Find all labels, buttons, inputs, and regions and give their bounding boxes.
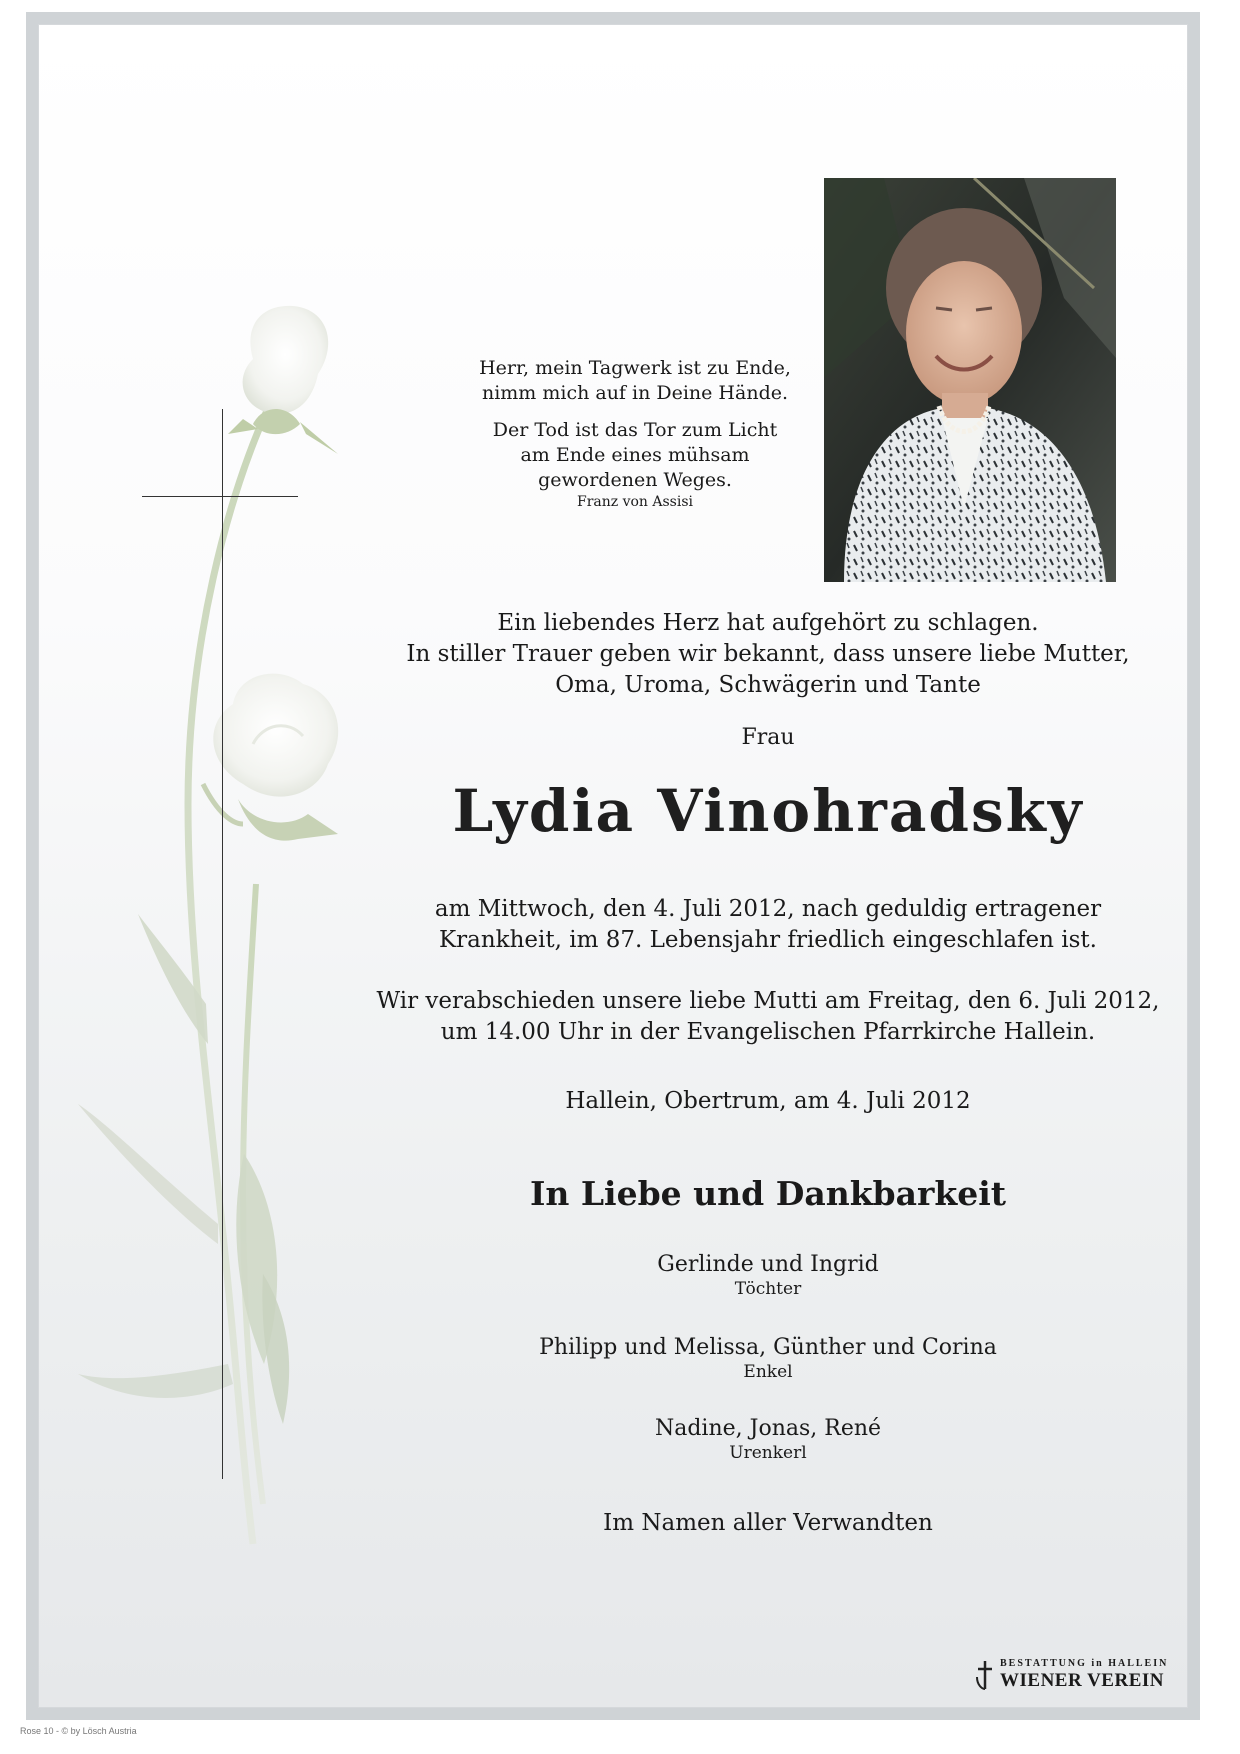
announcement-intro bbox=[338, 608, 1188, 701]
family-names: Gerlinde und Ingrid bbox=[657, 1252, 879, 1277]
family-relation: Urenkerl bbox=[729, 1443, 807, 1463]
obituary-sheet bbox=[38, 24, 1188, 1708]
quote-line: Der Tod ist das Tor zum Licht bbox=[492, 419, 778, 441]
quote-line: gewordenen Weges. bbox=[538, 469, 732, 491]
intro-line: In stiller Trauer geben wir bekannt, dass unsere liebe Mutter, bbox=[406, 641, 1130, 667]
logo-line: BESTATTUNG in HALLEIN bbox=[1000, 1658, 1169, 1669]
family-relation: Enkel bbox=[743, 1362, 793, 1382]
salutation: Frau bbox=[741, 725, 795, 750]
death-line: Krankheit, im 87. Lebensjahr friedlich eingeschlafen ist. bbox=[438, 927, 1097, 953]
cross-horizontal-line bbox=[142, 496, 298, 497]
death-details bbox=[338, 894, 1188, 956]
final-line: Im Namen aller Verwandten bbox=[603, 1510, 933, 1536]
death-line: am Mittwoch, den 4. Juli 2012, nach geduldig ertragener bbox=[434, 896, 1102, 922]
cross-logo-icon bbox=[974, 1659, 996, 1691]
family-relation: Töchter bbox=[734, 1279, 802, 1299]
obituary-card bbox=[26, 12, 1200, 1720]
family-names: Philipp und Melissa, Günther und Corina bbox=[539, 1335, 997, 1360]
portrait-image bbox=[824, 178, 1116, 582]
family-names: Nadine, Jonas, René bbox=[654, 1416, 882, 1441]
verse-quote bbox=[458, 356, 812, 511]
quote-line: Herr, mein Tagwerk ist zu Ende, bbox=[479, 357, 791, 379]
funeral-details bbox=[338, 986, 1188, 1048]
quote-line: am Ende eines mühsam bbox=[520, 444, 750, 466]
deceased-name: Lydia Vinohradsky bbox=[452, 777, 1084, 845]
logo-name: WIENER VEREIN bbox=[1000, 1670, 1164, 1691]
place-date: Hallein, Obertrum, am 4. Juli 2012 bbox=[565, 1088, 971, 1114]
family-group bbox=[338, 1252, 1188, 1300]
intro-line: Ein liebendes Herz hat aufgehört zu schlagen. bbox=[497, 610, 1039, 636]
quote-author: Franz von Assisi bbox=[576, 494, 694, 510]
quote-line: nimm mich auf in Deine Hände. bbox=[481, 382, 789, 404]
family-group bbox=[338, 1335, 1188, 1383]
closing-heading: In Liebe und Dankbarkeit bbox=[529, 1174, 1007, 1213]
portrait-photo bbox=[824, 178, 1116, 582]
intro-line: Oma, Uroma, Schwägerin und Tante bbox=[555, 672, 981, 698]
funeral-line: Wir verabschieden unsere liebe Mutti am Freitag, den 6. Juli 2012, bbox=[376, 988, 1160, 1014]
cross-vertical-line bbox=[222, 409, 223, 1479]
footer-credit: Rose 10 - © by Lösch Austria bbox=[20, 1726, 137, 1736]
family-group bbox=[338, 1416, 1188, 1464]
funeral-line: um 14.00 Uhr in der Evangelischen Pfarrkirche Hallein. bbox=[440, 1019, 1096, 1045]
funeral-home-logo bbox=[974, 1656, 1174, 1694]
